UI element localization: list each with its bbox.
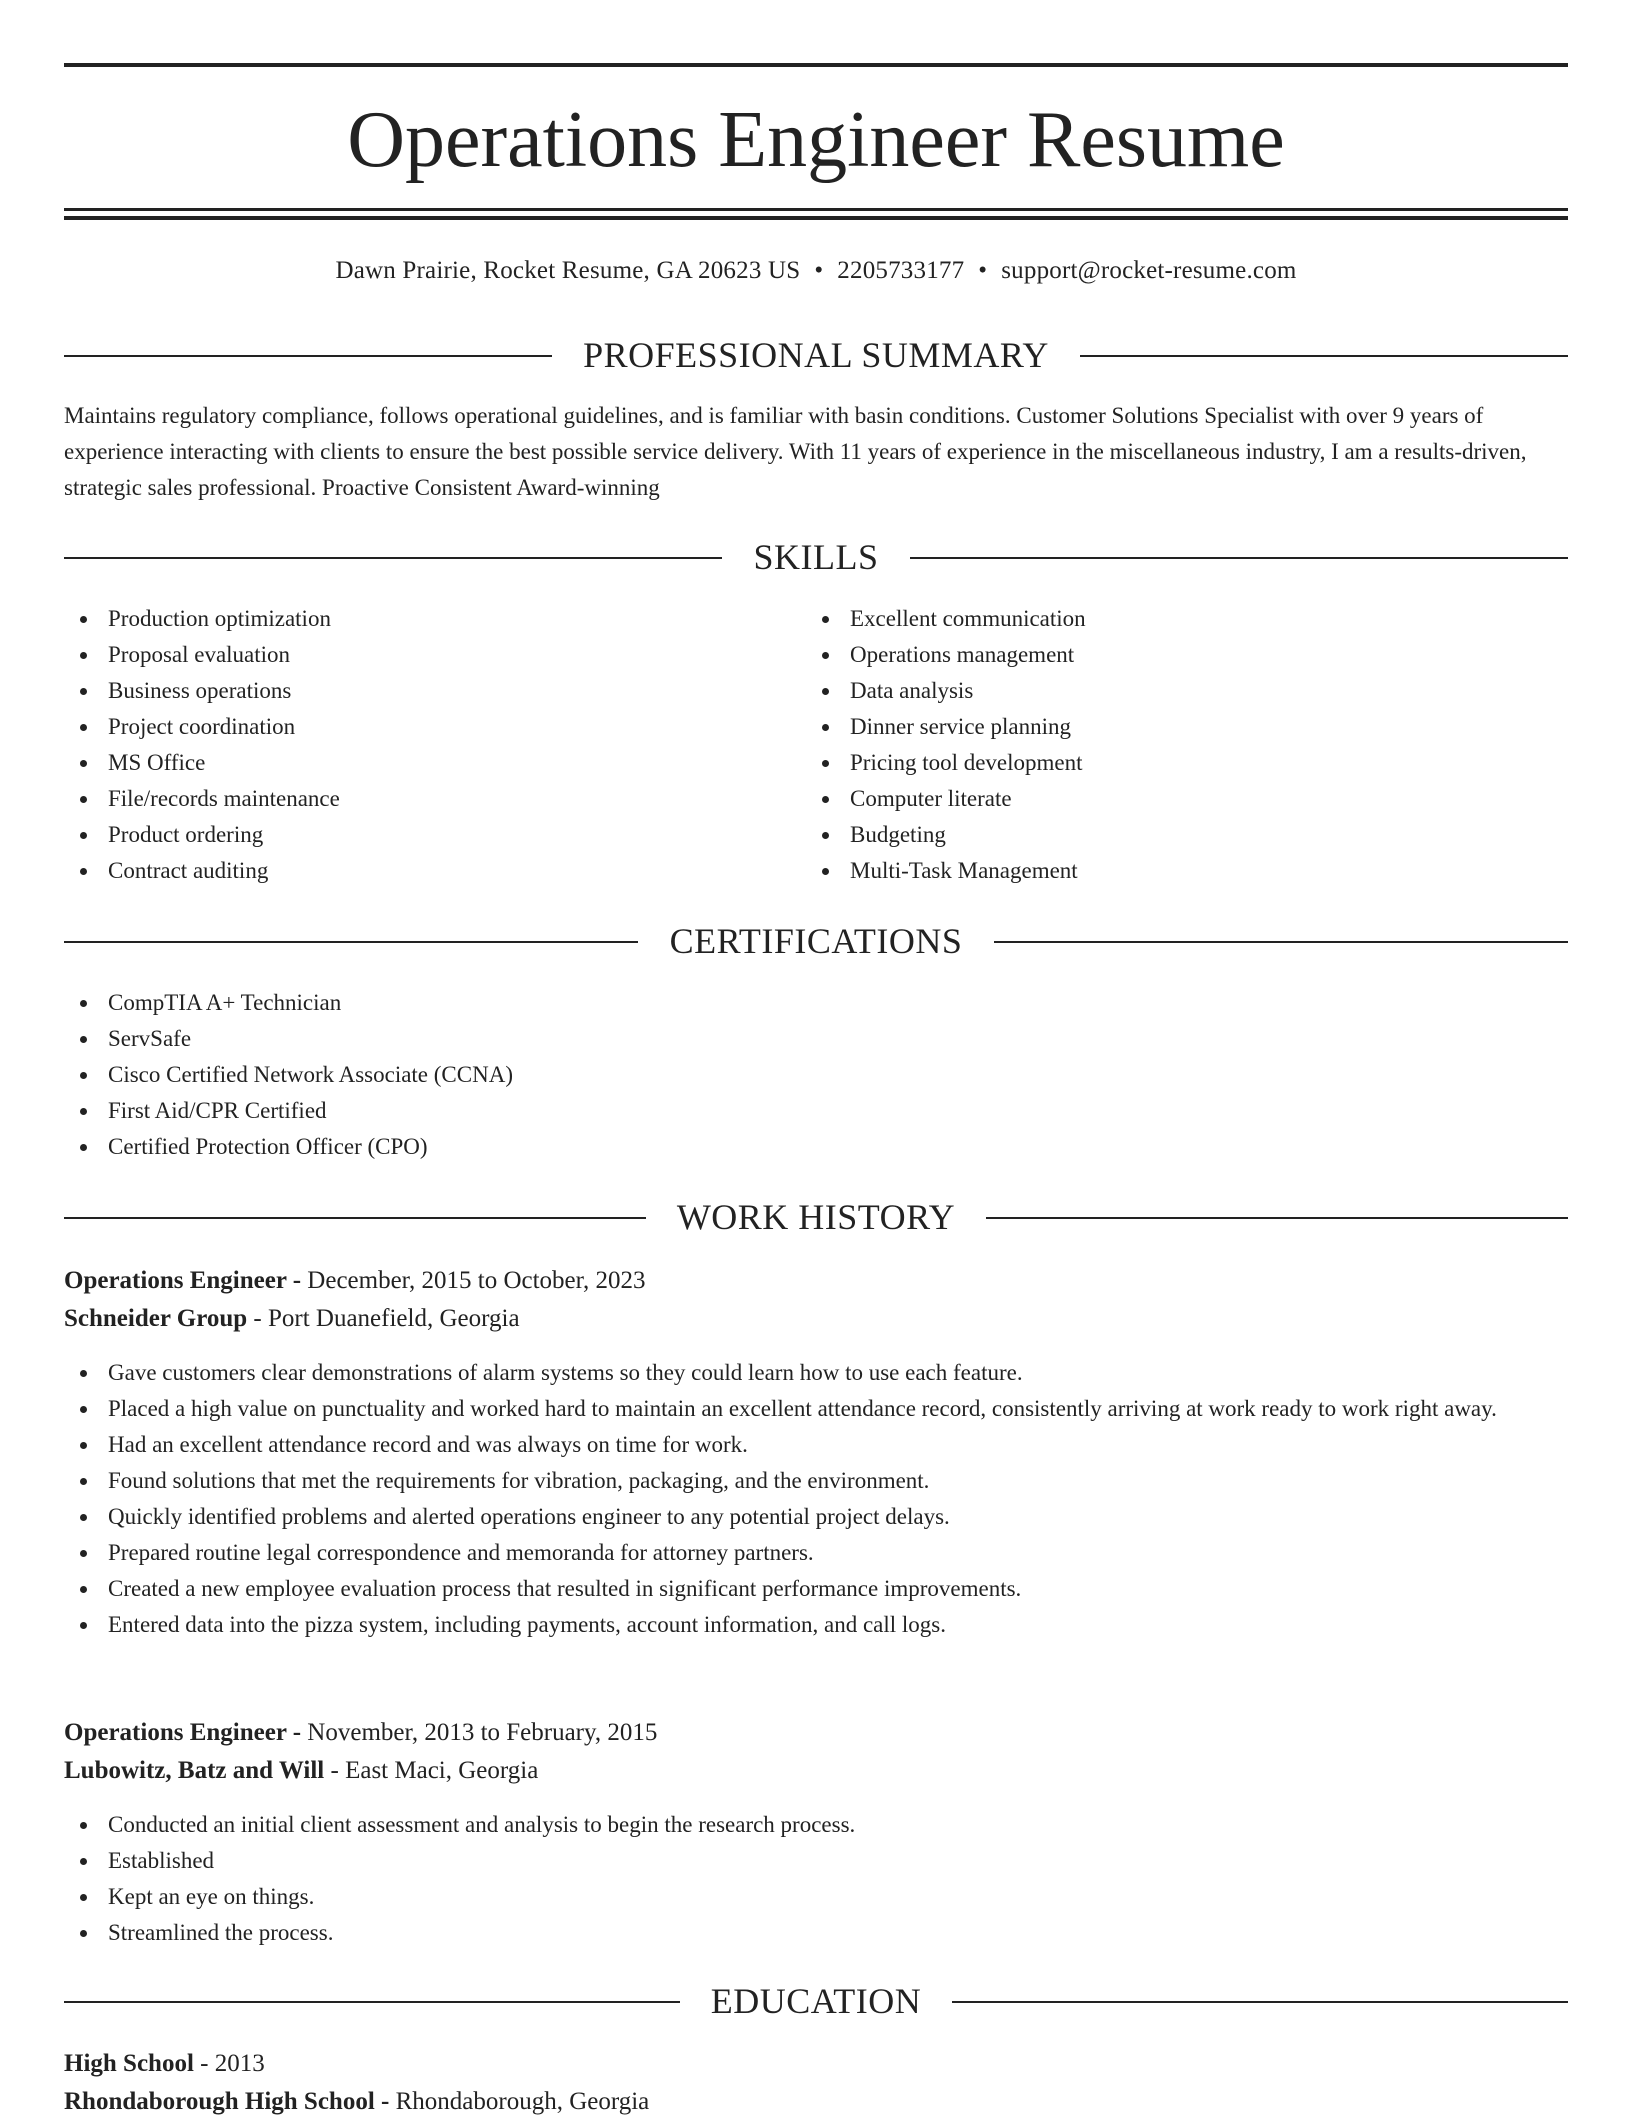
education-school-line: Rhondaborough High School - Rhondaborough, Georgia	[64, 2088, 650, 2115]
job-bullet: Placed a high value on punctuality and worked hard to maintain an excellent attendance record, consistently arriving at work ready to work right away.	[64, 1391, 1568, 1427]
skill-item: Budgeting	[806, 817, 1568, 853]
skill-item: Project coordination	[64, 709, 804, 745]
job-dates: December, 2015 to October, 2023	[307, 1267, 646, 1294]
skill-item: Product ordering	[64, 817, 804, 853]
job-title: Operations Engineer	[64, 1267, 287, 1294]
job-title-line: Operations Engineer - December, 2015 to October, 2023	[64, 1267, 646, 1294]
skills-list-right	[806, 601, 1568, 889]
section-title-work-history: WORK HISTORY	[676, 1197, 956, 1237]
skills-list-left	[64, 601, 804, 889]
job-bullet: Established	[64, 1843, 1568, 1879]
section-title-certifications: CERTIFICATIONS	[669, 921, 963, 961]
job-company-line: Schneider Group - Port Duanefield, Georgia	[64, 1305, 520, 1332]
education-degree-line: High School - 2013	[64, 2050, 265, 2077]
skill-item: MS Office	[64, 745, 804, 781]
skill-item: Data analysis	[806, 673, 1568, 709]
skill-item: Excellent communication	[806, 601, 1568, 637]
job-bullets	[64, 1807, 1568, 1951]
top-rule	[64, 63, 1568, 67]
contact-address: Dawn Prairie, Rocket Resume, GA 20623 US	[335, 257, 801, 284]
section-title-summary: PROFESSIONAL SUMMARY	[583, 335, 1049, 375]
job-bullet: Kept an eye on things.	[64, 1879, 1568, 1915]
contact-separator: •	[978, 257, 988, 284]
education-school: Rhondaborough High School	[64, 2088, 375, 2115]
job-bullet: Streamlined the process.	[64, 1915, 1568, 1951]
education-year: 2013	[214, 2050, 265, 2077]
job-company: Schneider Group	[64, 1305, 248, 1332]
job-title-line: Operations Engineer - November, 2013 to February, 2015	[64, 1719, 658, 1746]
skill-item: Multi-Task Management	[806, 853, 1568, 889]
job-bullet: Conducted an initial client assessment and analysis to begin the research process.	[64, 1807, 1568, 1843]
job-dates: November, 2013 to February, 2015	[307, 1719, 658, 1746]
contact-separator: •	[814, 257, 824, 284]
section-header-work-history	[64, 1195, 1568, 1239]
section-header-skills	[64, 535, 1568, 579]
job-bullet: Quickly identified problems and alerted operations engineer to any potential project delays.	[64, 1499, 1568, 1535]
contact-line	[64, 254, 1568, 288]
skill-item: Pricing tool development	[806, 745, 1568, 781]
job-bullet: Created a new employee evaluation process that resulted in significant performance improvements.	[64, 1571, 1568, 1607]
contact-email: support@rocket-resume.com	[1001, 257, 1297, 284]
education-degree: High School	[64, 2050, 194, 2077]
title-double-rule	[64, 208, 1568, 220]
job-location: East Maci, Georgia	[345, 1757, 539, 1784]
summary-text: Maintains regulatory compliance, follows operational guidelines, and is familiar with basin conditions. Customer Solutions Specialist with over 9 years of experience interacting with clients to ensure the best possible service delivery. With 11 years of experience in the miscellaneous industry, I am a results-driven, strategic sales professional. Proactive Consistent Award-winning	[64, 403, 1527, 500]
skill-item: Business operations	[64, 673, 804, 709]
skill-item: File/records maintenance	[64, 781, 804, 817]
job-company: Lubowitz, Batz and Will	[64, 1757, 325, 1784]
job-bullet: Prepared routine legal correspondence and memoranda for attorney partners.	[64, 1535, 1568, 1571]
page-title: Operations Engineer Resume	[347, 96, 1285, 184]
job-title: Operations Engineer	[64, 1719, 287, 1746]
job-bullet: Found solutions that met the requirements for vibration, packaging, and the environment.	[64, 1463, 1568, 1499]
skill-item: Proposal evaluation	[64, 637, 804, 673]
job-location: Port Duanefield, Georgia	[267, 1305, 520, 1332]
job-bullet: Had an excellent attendance record and was always on time for work.	[64, 1427, 1568, 1463]
certification-item: First Aid/CPR Certified	[64, 1093, 1568, 1129]
certification-item: Cisco Certified Network Associate (CCNA)	[64, 1057, 1568, 1093]
section-title-education: EDUCATION	[710, 1981, 922, 2021]
certifications-list	[64, 985, 1568, 1165]
skill-item: Production optimization	[64, 601, 804, 637]
education-location: Rhondaborough, Georgia	[395, 2088, 650, 2115]
contact-phone: 2205733177	[837, 257, 965, 284]
section-header-certifications	[64, 919, 1568, 963]
job-bullet: Gave customers clear demonstrations of alarm systems so they could learn how to use each feature.	[64, 1355, 1568, 1391]
section-header-education	[64, 1979, 1568, 2023]
skill-item: Dinner service planning	[806, 709, 1568, 745]
skill-item: Contract auditing	[64, 853, 804, 889]
certification-item: Certified Protection Officer (CPO)	[64, 1129, 1568, 1165]
job-bullets	[64, 1355, 1568, 1643]
certification-item: CompTIA A+ Technician	[64, 985, 1568, 1021]
section-title-skills: SKILLS	[753, 537, 879, 577]
job-company-line: Lubowitz, Batz and Will - East Maci, Georgia	[64, 1757, 539, 1784]
job-bullet: Entered data into the pizza system, including payments, account information, and call logs.	[64, 1607, 1568, 1643]
skill-item: Operations management	[806, 637, 1568, 673]
skill-item: Computer literate	[806, 781, 1568, 817]
section-header-summary	[64, 333, 1568, 377]
certification-item: ServSafe	[64, 1021, 1568, 1057]
